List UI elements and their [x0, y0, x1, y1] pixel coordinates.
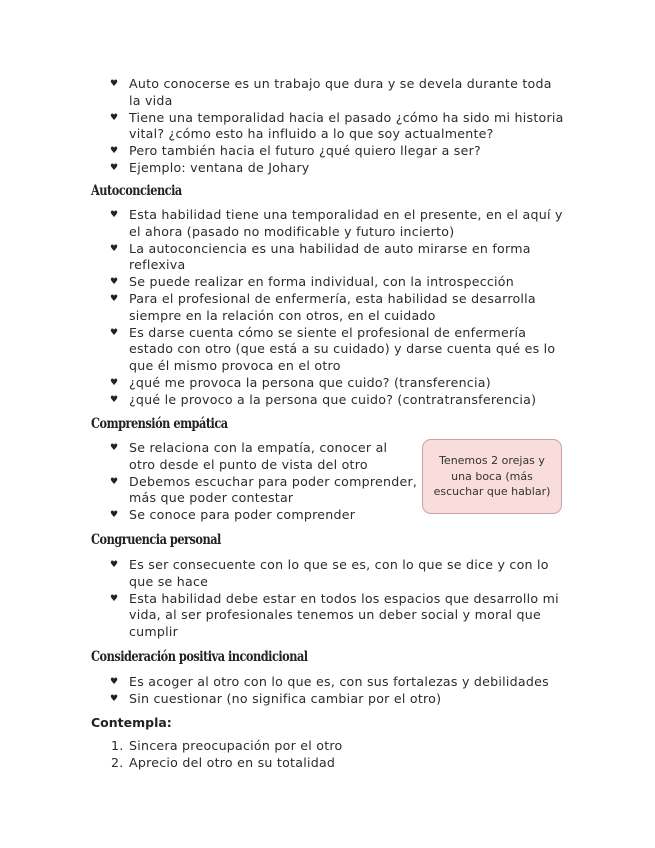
item-number: 2.: [111, 755, 124, 770]
list-item: ♥ Tiene una temporalidad hacia el pasado ¿cómo ha sido mi historia vital? ¿cómo esto ha influido a lo que soy actualmente?: [0, 110, 564, 144]
list-item: ♥ Es darse cuenta cómo se siente el profesional de enfermería estado con otro (que está a su cuidado) y darse cuenta qué es lo que él mismo provoca en el otro: [0, 325, 564, 375]
list-item: ♥ Es ser consecuente con lo que se es, con lo que se dice y con lo que se hace: [0, 557, 564, 591]
list-item: ♥ Para el profesional de enfermería, esta habilidad se desarrolla siempre en la relación con otros, en el cuidado: [0, 291, 564, 325]
callout-note: [422, 439, 562, 514]
heading-consideracion-positiva: Consideración positiva incondicional: [91, 649, 308, 665]
list-item: ♥ Ejemplo: ventana de Johary: [0, 160, 564, 177]
contempla-list: [0, 737, 343, 771]
intro-list: [0, 76, 564, 177]
list-item: ♥ Es acoger al otro con lo que es, con sus fortalezas y debilidades: [0, 674, 564, 691]
autoconciencia-list: [0, 207, 564, 409]
comprension-list: [0, 440, 419, 524]
consideracion-list: [0, 674, 564, 708]
callout-text: Tenemos 2 orejas y una boca (más escuchar que hablar): [433, 454, 551, 499]
list-item: ♥ La autoconciencia es una habilidad de auto mirarse en forma reflexiva: [0, 241, 564, 275]
list-item: [0, 754, 343, 771]
list-item: ♥ Pero también hacia el futuro ¿qué quiero llegar a ser?: [0, 143, 564, 160]
item-text: Aprecio del otro en su totalidad: [129, 755, 336, 770]
heading-autoconciencia: Autoconciencia: [91, 183, 182, 199]
list-item: ♥ Esta habilidad tiene una temporalidad en el presente, en el aquí y el ahora (pasado no modificable y futuro incierto): [0, 207, 564, 241]
item-text: Sincera preocupación por el otro: [129, 738, 343, 753]
list-item: ♥ Debemos escuchar para poder comprender, más que poder contestar: [0, 474, 419, 508]
list-item: ♥ Auto conocerse es un trabajo que dura y se devela durante toda la vida: [0, 76, 564, 110]
list-item: ♥ Se conoce para poder comprender: [0, 507, 419, 524]
list-item: ♥ Esta habilidad debe estar en todos los espacios que desarrollo mi vida, al ser profesionales tenemos un deber social y moral que cumplir: [0, 591, 564, 641]
list-item: ♥ ¿qué le provoco a la persona que cuido? (contratransferencia): [0, 392, 564, 409]
list-item: ♥ Sin cuestionar (no significa cambiar por el otro): [0, 691, 564, 708]
heading-comprension-empatica: Comprensión empática: [91, 416, 228, 432]
subheading-contempla: Contempla:: [91, 715, 172, 730]
list-item: ♥ ¿qué me provoca la persona que cuido? (transferencia): [0, 375, 564, 392]
list-item: [0, 737, 343, 754]
heading-congruencia-personal: Congruencia personal: [91, 532, 221, 548]
list-item: ♥ Se puede realizar en forma individual, con la introspección: [0, 274, 564, 291]
congruencia-list: [0, 557, 564, 641]
list-item: ♥ Se relaciona con la empatía, conocer al otro desde el punto de vista del otro: [0, 440, 399, 474]
item-number: 1.: [111, 738, 124, 753]
